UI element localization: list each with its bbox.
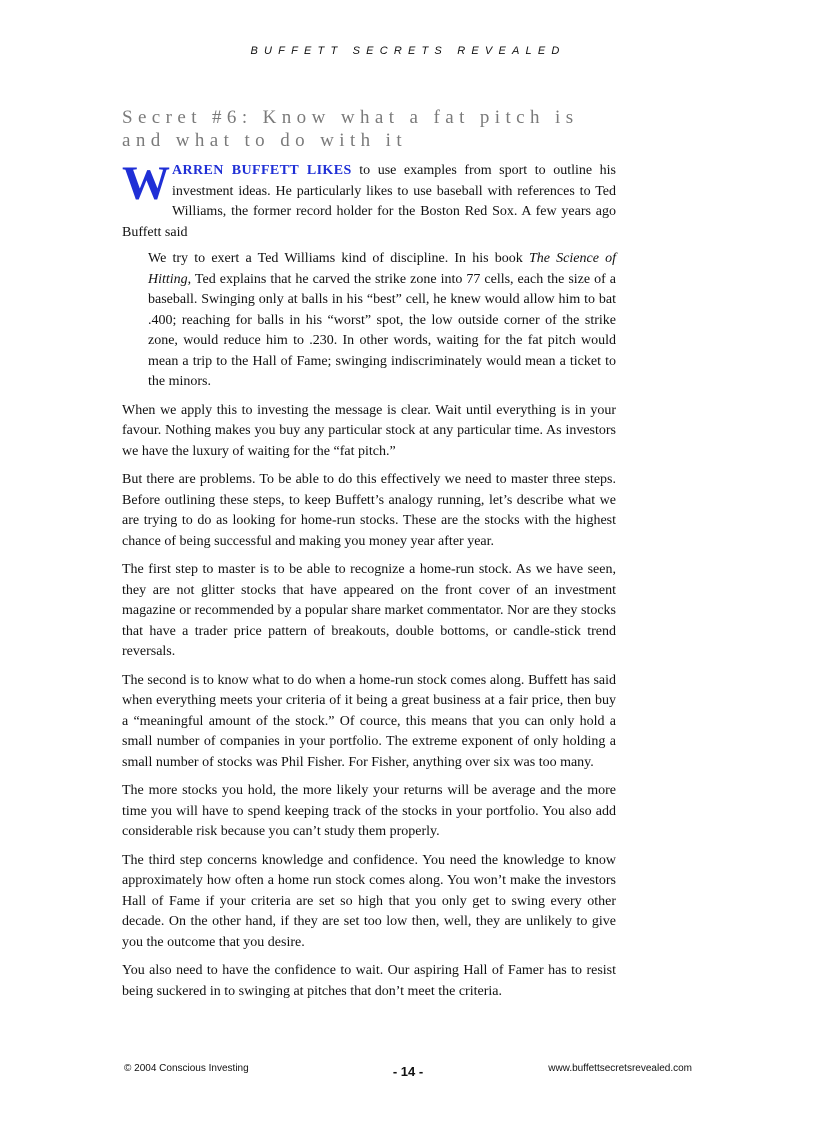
drop-cap: W (122, 157, 170, 210)
page-content (122, 106, 616, 1010)
book-title: The Science of Hitting (148, 251, 616, 287)
body-paragraph: But there are problems. To be able to do this effectively we need to master three steps. Before outlining these steps, to keep Buffett’s analogy running, let’s describe what we are trying to do as looking for home-run stocks. These are the stocks with the highest chance of being successful and making you money year after year. (122, 472, 616, 549)
page-number: - 14 - (392, 1064, 424, 1079)
quote-text-after: , Ted explains that he carved the strike zone into 77 cells, each the size of a baseball. Swinging only at balls in his “best” cell, he knew would allow him to bat .400; reaching for balls in his “worst” spot, the low outside corner of the strike zone, would reduce him to .230. In other words, waiting for the fat pitch would mean a trip to the Hall of Fame; swinging indiscriminately would mean a ticket to the minors. (148, 271, 616, 389)
footer-website-link[interactable]: www.buffettsecretsrevealed.com (548, 1063, 692, 1074)
body-paragraph: The first step to master is to be able to recognize a home-run stock. As we have seen, they are not glitter stocks that have appeared on the front cover of an investment magazine or recommended by a popular share market commentator. Nor are they stocks that have a trader price pattern of breakouts, double bottoms, or candle-stick trend reversals. (122, 562, 616, 659)
lead-paragraph-text: to use examples from sport to outline his investment ideas. He particularly likes to use baseball with references to Ted Williams, the former record holder for the Boston Red Sox. A few years ago Buffett said (122, 163, 617, 240)
buffett-quote (148, 249, 616, 393)
body-paragraph: You also need to have the confidence to wait. Our aspiring Hall of Famer has to resist being suckered in to swinging at pitches that don’t meet the criteria. (122, 963, 616, 999)
body-paragraph: When we apply this to investing the message is clear. Wait until everything is in your favour. Nothing makes you buy any particular stock at any particular time. As investors we have the luxury of waiting for the “fat pitch.” (122, 402, 616, 459)
body-paragraph: The second is to know what to do when a home-run stock comes along. Buffett has said when everything meets your criteria of it being a great business at a fair price, then buy a “meaningful amount of the stock.” Of cource, this means that you can only hold a small number of companies in your portfolio. The extreme exponent of only holding a small number of stocks was Phil Fisher. For Fisher, anything over six was too many. (122, 672, 616, 770)
section-title: Secret #6: Know what a fat pitch is and what to do with it (122, 107, 579, 151)
body-paragraph: The third step concerns knowledge and confidence. You need the knowledge to know approximately how often a home run stock comes along. You won’t make the investors Hall of Fame if your criteria are set so high that you only get to swing every other decade. On the other hand, if they are set too low then, well, they are unlikely to give you the outcome that you desire. (122, 852, 616, 950)
quote-text-before: We try to exert a Ted Williams kind of discipline. In his book (148, 251, 529, 266)
running-header: BUFFETT SECRETS REVEALED (250, 45, 566, 57)
body-paragraph: The more stocks you hold, the more likely your returns will be average and the more time you will have to spend keeping track of the stocks in your portfolio. You also add considerable risk because you can’t study them properly. (122, 783, 616, 839)
lead-in-text: ARREN BUFFETT LIKES (172, 163, 352, 178)
lead-paragraph (122, 157, 617, 243)
footer-copyright: © 2004 Conscious Investing (124, 1063, 249, 1074)
